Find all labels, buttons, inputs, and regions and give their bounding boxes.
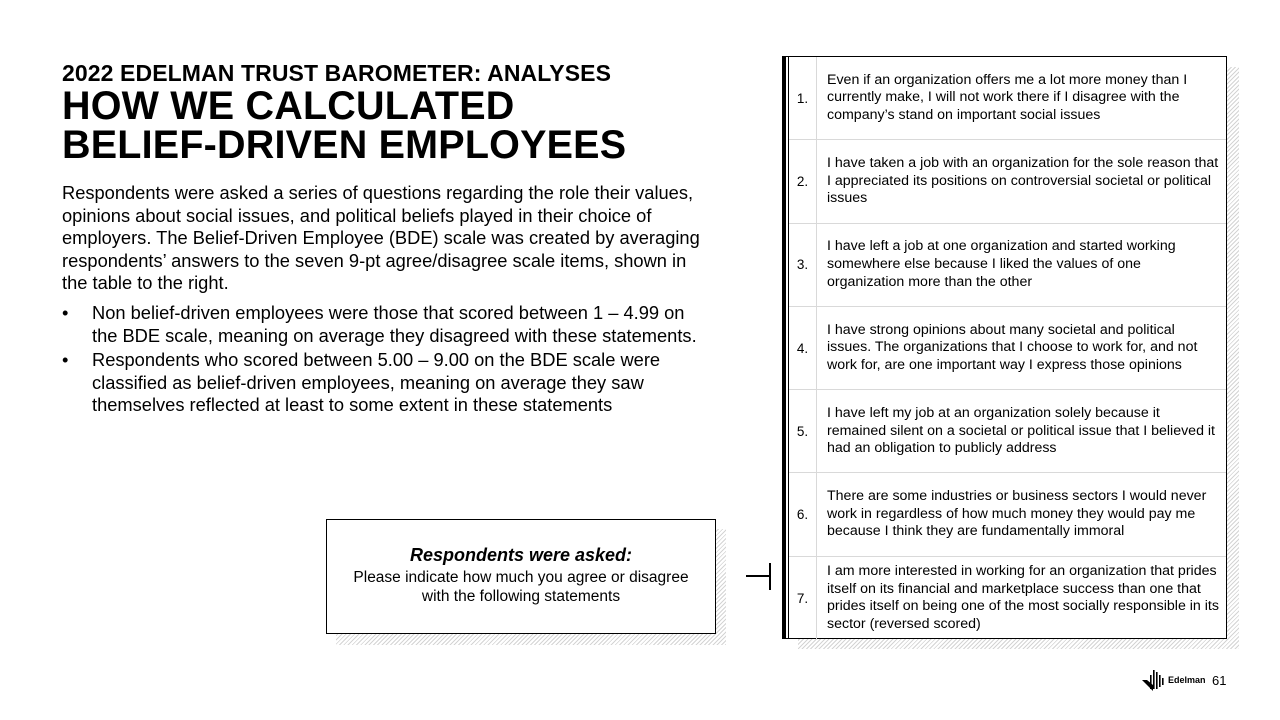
row-statement: I have taken a job with an organization for the sole reason that I appreciated its positions on controversial societal or political issues bbox=[827, 155, 1219, 207]
row-statement: I have left my job at an organization solely because it remained silent on a societal or political issue that I believed it had an obligation to publicly address bbox=[827, 404, 1216, 457]
row-number: 1. bbox=[789, 57, 817, 139]
bullet-dot: • bbox=[62, 302, 69, 323]
table-row bbox=[789, 140, 1226, 223]
row-statement: I am more interested in working for an organization that prides itself on its financial and marketplace success than one that prides itself on being one of the most socially responsible in its sector (reversed scored) bbox=[827, 563, 1219, 633]
table-rows bbox=[789, 57, 1226, 638]
table-row bbox=[789, 390, 1226, 473]
bullet-text: Respondents who scored between 5.00 – 9.00 on the BDE scale were classified as belief-driven employees, meaning on average they saw themselves reflected at least to some extent in these statements bbox=[92, 349, 661, 415]
bullet-item bbox=[62, 302, 712, 347]
table-row bbox=[789, 57, 1226, 140]
bullet-list bbox=[62, 302, 712, 419]
page-number: 61 bbox=[1212, 673, 1227, 688]
row-statement: There are some industries or business sectors I would never work in regardless of how much money they would pay me because I think they are fundamentally immoral bbox=[827, 488, 1207, 540]
row-number: 4. bbox=[789, 307, 817, 389]
slide-supertitle: 2022 EDELMAN TRUST BAROMETER: ANALYSES bbox=[62, 60, 612, 86]
slide-title bbox=[62, 84, 627, 167]
statements-table bbox=[782, 56, 1227, 639]
row-statement: I have strong opinions about many societal and political issues. The organizations that I choose to work for, and not work for, are one important way I express those opinions bbox=[827, 321, 1198, 373]
row-number: 6. bbox=[789, 473, 817, 555]
connector-cap bbox=[769, 563, 771, 590]
row-number: 7. bbox=[789, 557, 817, 640]
bullet-text: Non belief-driven employees were those that scored between 1 – 4.99 on the BDE scale, meaning on average they disagreed with these statements. bbox=[92, 302, 697, 346]
question-heading: Respondents were asked: bbox=[409, 545, 633, 565]
bullet-dot: • bbox=[62, 349, 69, 370]
row-number: 5. bbox=[789, 390, 817, 472]
question-box bbox=[326, 519, 716, 634]
intro-paragraph: Respondents were asked a series of questions regarding the role their values, opinions about social issues, and political beliefs played in their choice of employers. The Belief-Driven Employee (BDE) scale was created by averaging respondents’ answers to the seven 9-pt agree/disagree scale items, shown in the table to the right. bbox=[62, 182, 700, 293]
question-text: Please indicate how much you agree or disagree with the following statements bbox=[353, 569, 689, 605]
row-statement: I have left a job at one organization and started working somewhere else because I liked the values of one organization more than the other bbox=[827, 238, 1176, 290]
title-line-1: HOW WE CALCULATED bbox=[62, 84, 515, 128]
bullet-item bbox=[62, 349, 712, 417]
table-row bbox=[789, 557, 1226, 640]
row-statement: Even if an organization offers me a lot more money than I currently make, I will not work there if I disagree with the company’s stand on important social issues bbox=[827, 71, 1188, 123]
brand-wordmark: Edelman bbox=[1168, 675, 1206, 685]
table-row bbox=[789, 224, 1226, 307]
title-line-2: BELIEF-DRIVEN EMPLOYEES bbox=[62, 123, 627, 167]
connector-line bbox=[746, 575, 770, 577]
edelman-logo-icon bbox=[1140, 667, 1166, 693]
row-number: 2. bbox=[789, 140, 817, 222]
table-row bbox=[789, 473, 1226, 556]
row-number: 3. bbox=[789, 224, 817, 306]
table-bracket-thick bbox=[782, 57, 786, 638]
table-row bbox=[789, 307, 1226, 390]
